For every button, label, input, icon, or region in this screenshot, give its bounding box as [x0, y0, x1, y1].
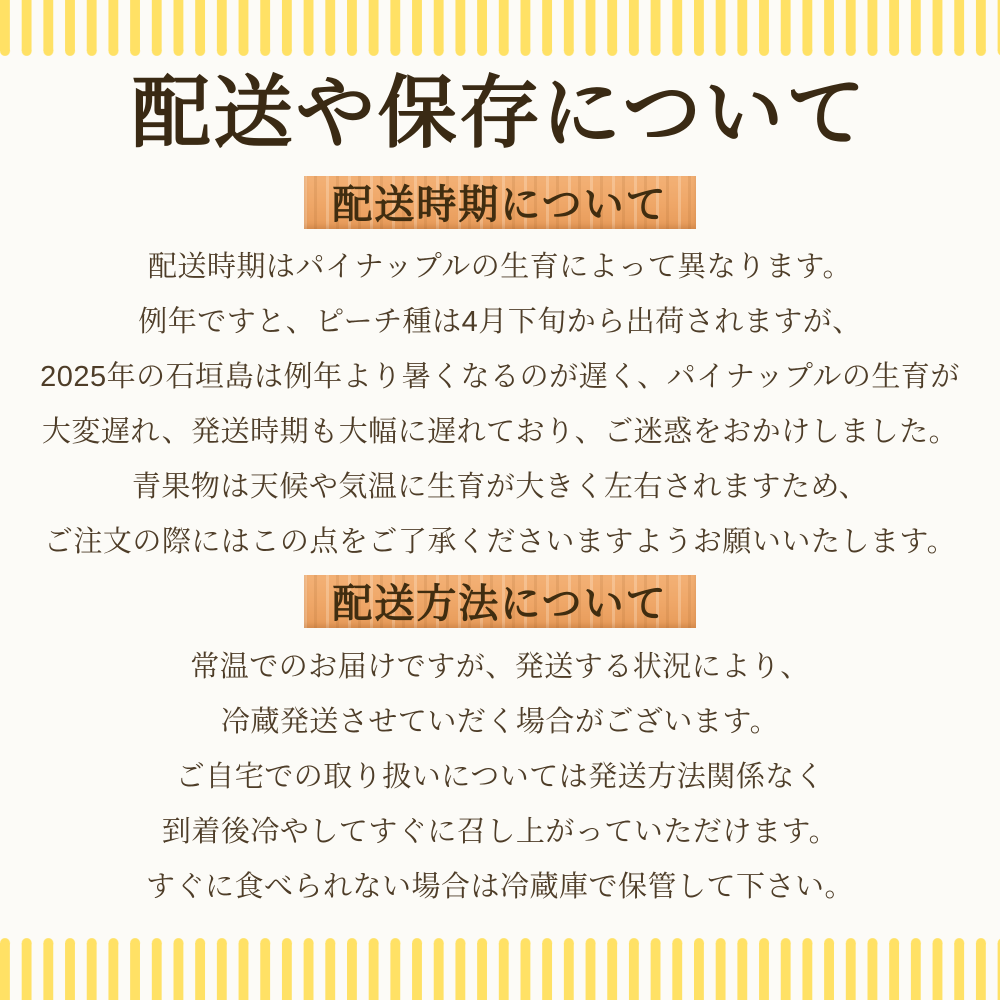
- delivery-timing-body: [0, 240, 1000, 570]
- delivery-timing-heading: 配送時期について: [332, 182, 668, 227]
- text-line: 大変遅れ、発送時期も大幅に遅れており、ご迷惑をおかけしました。: [41, 416, 959, 448]
- section-delivery-timing: [0, 176, 1000, 570]
- text-line: 例年ですと、ピーチ種は4月下旬から出荷されますが、: [138, 306, 862, 338]
- striped-border-bottom: [0, 938, 1000, 1000]
- text-line: ご自宅での取り扱いについては発送方法関係なく: [175, 761, 825, 793]
- delivery-method-heading: 配送方法について: [332, 581, 668, 626]
- delivery-method-body: [0, 640, 1000, 915]
- text-line: すぐに食べられない場合は冷蔵庫で保管して下さい。: [145, 871, 854, 903]
- text-line: 2025年の石垣島は例年より暑くなるのが遅く、パイナップルの生育が: [40, 361, 960, 393]
- text-line: 配送時期はパイナップルの生育によって異なります。: [148, 251, 852, 283]
- text-line: 常温でのお届けですが、発送する状況により、: [190, 651, 810, 683]
- text-line: 到着後冷やしてすぐに召し上がっていただけます。: [161, 816, 839, 848]
- text-line: 冷蔵発送させていだく場合がございます。: [220, 706, 780, 738]
- delivery-timing-heading-banner: [304, 176, 696, 229]
- text-line: ご注文の際にはこの点をご了承くださいますようお願いいたします。: [43, 526, 957, 558]
- delivery-method-heading-banner: [304, 575, 696, 628]
- page-title: 配送や保存について: [131, 71, 869, 158]
- text-line: 青果物は天候や気温に生育が大きく左右されますため、: [131, 471, 869, 503]
- section-delivery-method: [0, 575, 1000, 915]
